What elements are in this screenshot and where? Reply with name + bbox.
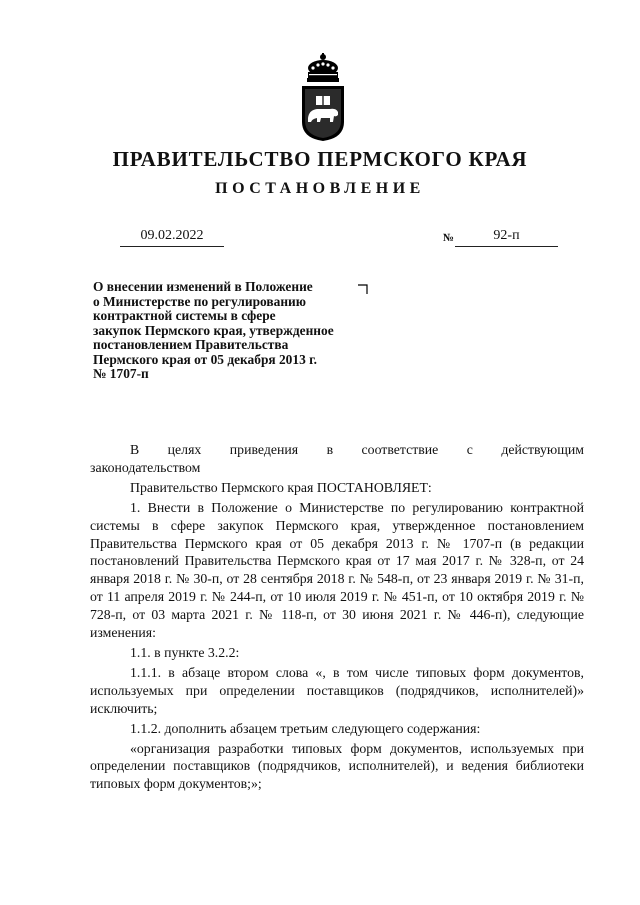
subject-line: о Министерстве по регулированию [93, 293, 307, 309]
quote-paragraph: «организация разработки типовых форм документов, используемых при определении поставщиков (подрядчиков, исполнителей), и ведения библиотеки типовых форм документов;»; [90, 740, 584, 792]
subject-line: О внесении изменений в Положение [93, 279, 313, 294]
document-number: 92-п [455, 228, 558, 247]
document-body [90, 441, 584, 793]
corner-bracket-mark [357, 284, 369, 296]
intro-line [90, 441, 584, 459]
subject-line: № 1707-п [93, 366, 149, 381]
subject-line: постановлением Правительства [93, 337, 289, 352]
intro-word: действующим [501, 442, 584, 457]
intro-word: приведения [229, 442, 299, 457]
intro-word: соответствие [361, 442, 439, 457]
resolves-paragraph: Правительство Пермского края ПОСТАНОВЛЯЕТ: [130, 479, 432, 495]
subject-line: контрактной системы в сфере [93, 308, 276, 323]
item-1-1-1-paragraph: 1.1.1. в абзаце втором слова «, в том числе типовых форм документов, используемых при определении поставщиков (подрядчиков, исполнителей)» исключить; [90, 664, 584, 716]
intro-continuation: законодательством [90, 459, 201, 475]
item-1-1-paragraph: 1.1. в пункте 3.2.2: [130, 644, 240, 660]
number-label: № [443, 232, 455, 244]
intro-word: в [326, 442, 334, 457]
intro-word: целях [167, 442, 202, 457]
document-type: ПОСТАНОВЛЕНИЕ [215, 180, 425, 197]
intro-word: В [130, 442, 140, 457]
document-subject [93, 280, 383, 382]
document-date: 09.02.2022 [120, 228, 224, 247]
coat-of-arms-emblem [299, 52, 347, 142]
intro-word: с [466, 442, 473, 457]
item-1-paragraph: 1. Внести в Положение о Министерстве по регулированию контрактной системы в сфере закупок Пермского края, утвержденное постановлением Правительства Пермского края от 05 декабря 2013 г. № 1707-п (в редакции постановлений Правительства Пермского края от 17 мая 2017 г. № 328-п, от 24 января 2018 г. № 30-п, от 28 сентября 2018 г. № 548-п, от 23 января 2019 г. № 31-п, от 11 апреля 2019 г. № 244-п, от 10 июля 2019 г. № 451-п, от 10 октября 2019 г. № 728-п, от 03 марта 2021 г. № 118-п, от 30 июня 2021 г. № 446-п), следующие изменения: [90, 499, 584, 641]
subject-line: закупок Пермского края, утвержденное [93, 322, 334, 338]
item-1-1-2-paragraph: 1.1.2. дополнить абзацем третьим следующего содержания: [130, 720, 481, 736]
subject-line: Пермского края от 05 декабря 2013 г. [93, 351, 318, 367]
government-title: ПРАВИТЕЛЬСТВО ПЕРМСКОГО КРАЯ [112, 147, 528, 171]
